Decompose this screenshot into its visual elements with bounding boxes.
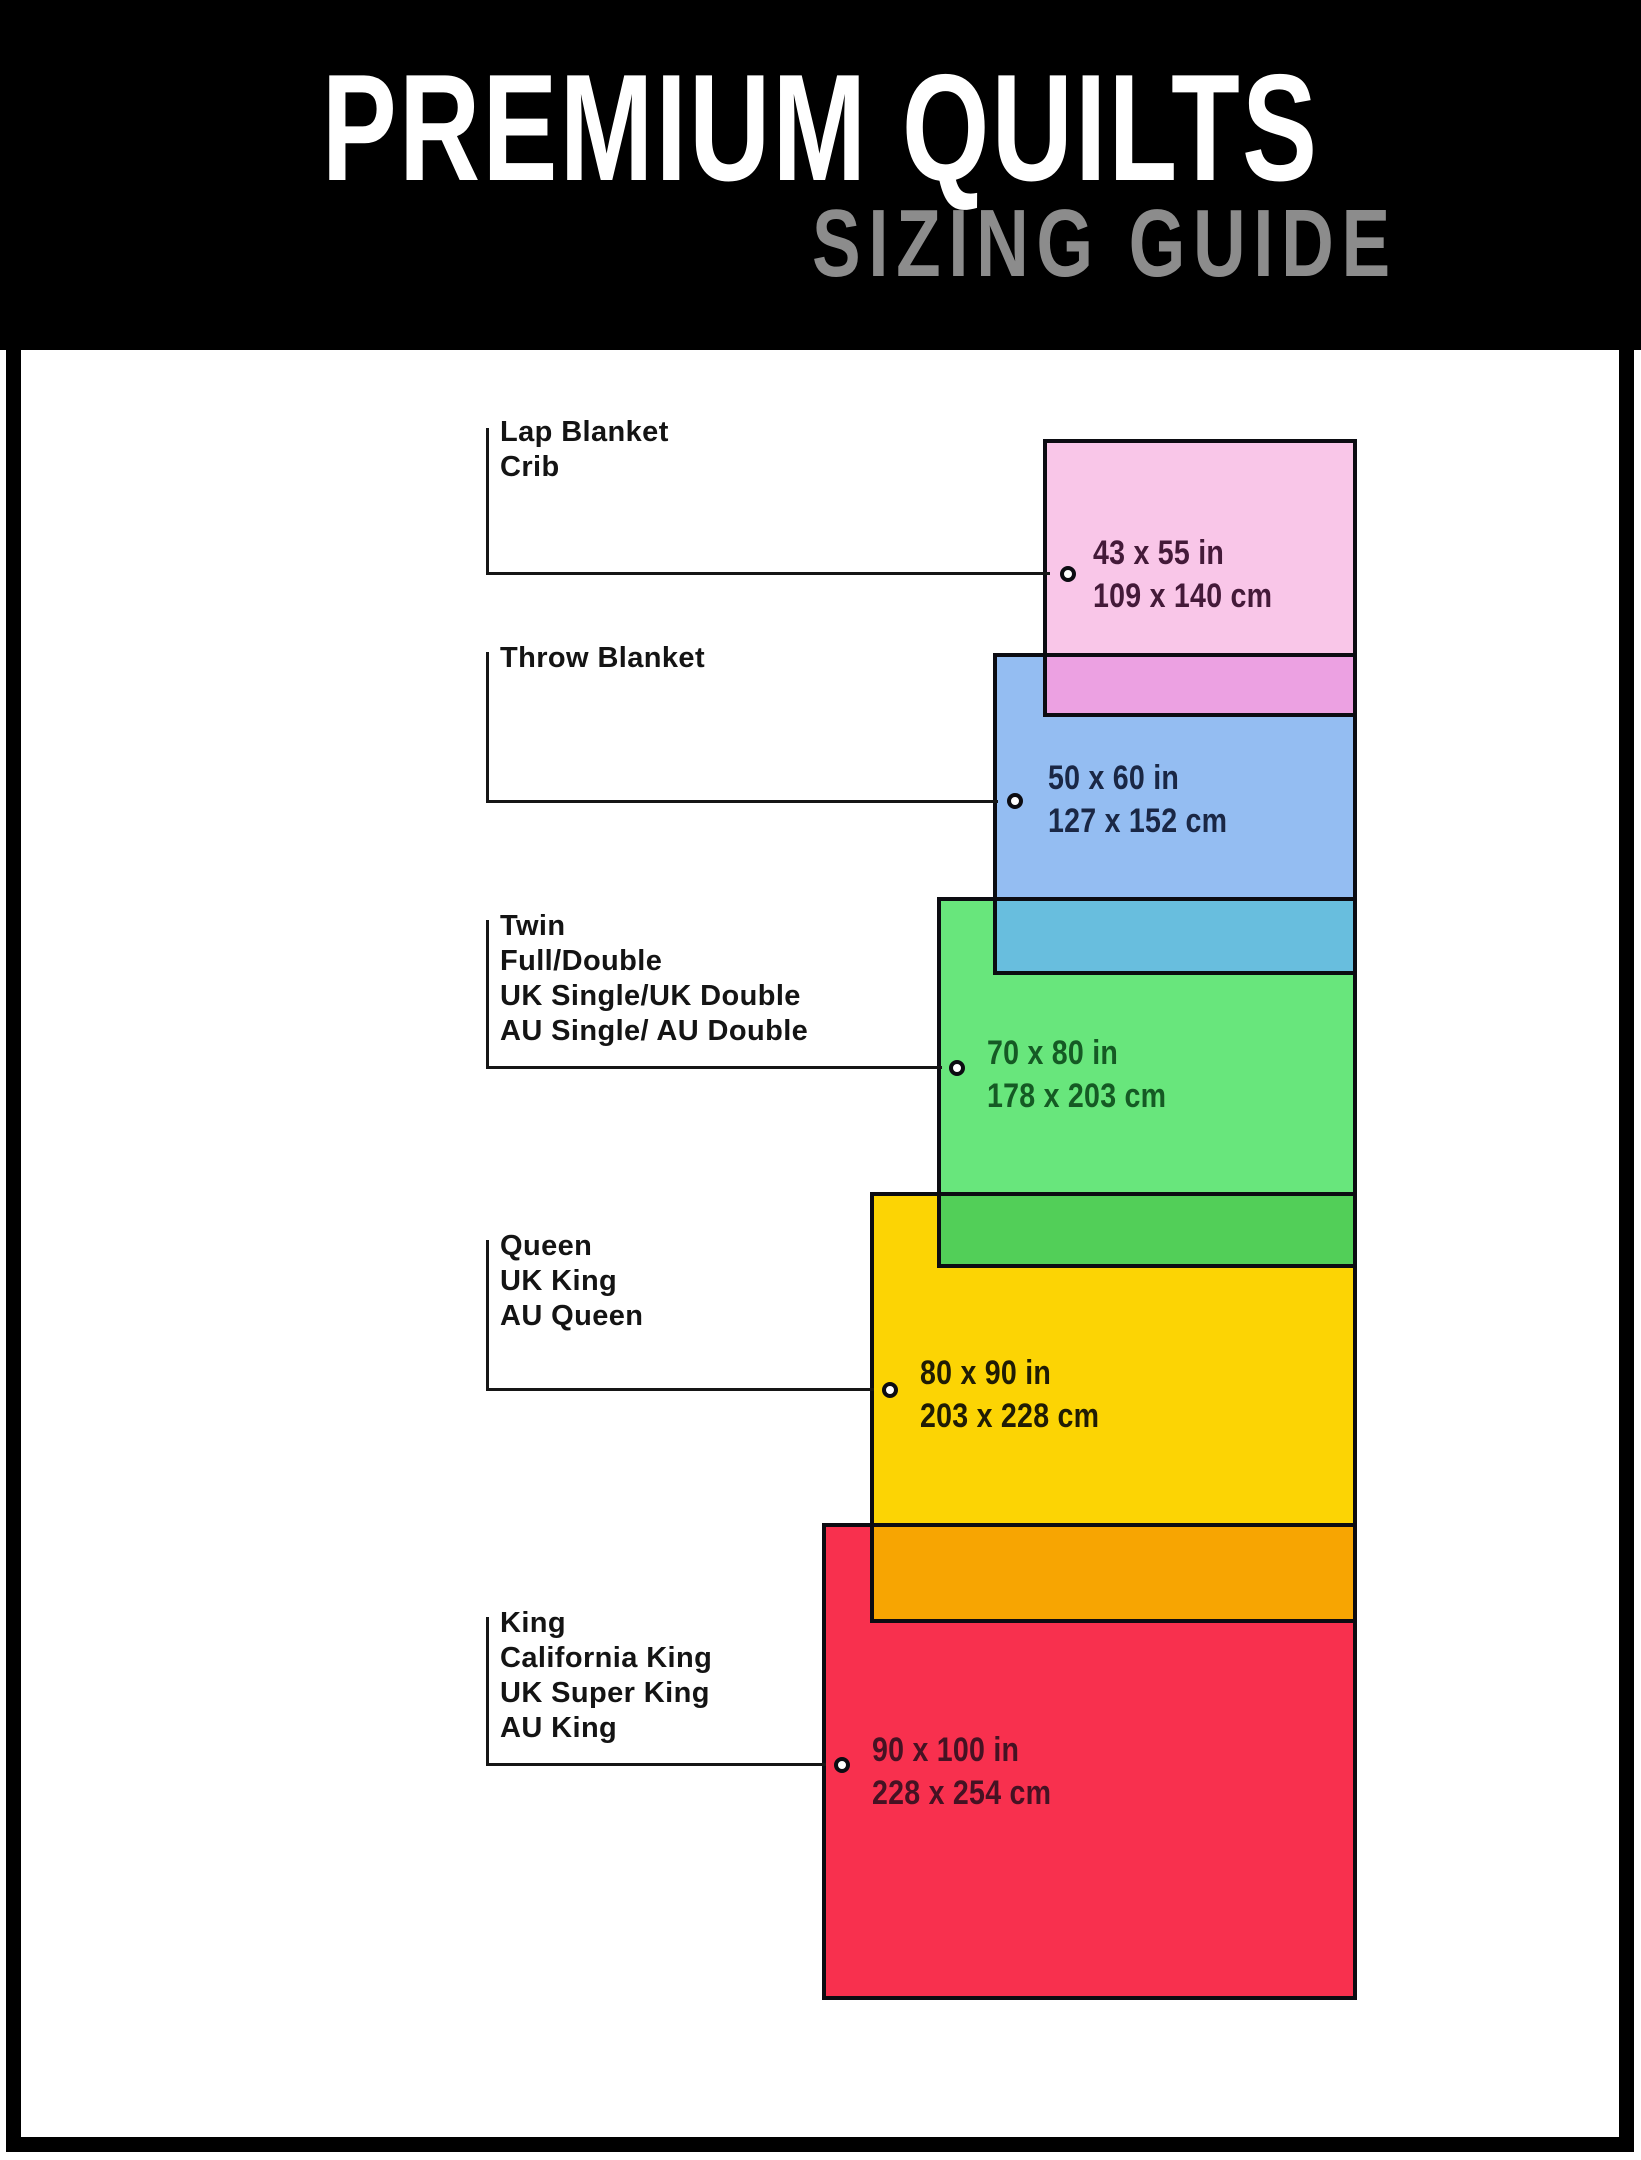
- twin-label-line: AU Single/ AU Double: [500, 1015, 809, 1047]
- queen-label-line: UK King: [500, 1265, 618, 1297]
- twin-size-cm: 178 x 203 cm: [987, 1077, 1167, 1115]
- throw-size-cm: 127 x 152 cm: [1048, 802, 1228, 840]
- throw-leader-vline: [486, 652, 489, 803]
- queen-size-cm: 203 x 228 cm: [920, 1397, 1100, 1435]
- king-label: [500, 1606, 712, 1746]
- queen-label-line: AU Queen: [500, 1300, 644, 1332]
- king-size-text: [872, 1729, 1051, 1815]
- queen-leader-vline: [486, 1240, 489, 1391]
- header-band: [0, 0, 1641, 350]
- queen-size-text: [920, 1352, 1099, 1438]
- lap-leader-dot: [1060, 566, 1076, 582]
- twin-leader-hline: [486, 1066, 942, 1069]
- twin-leader-vline: [486, 920, 489, 1069]
- page-title: PREMIUM QUILTS: [321, 43, 1320, 213]
- lap-leader-hline: [486, 572, 1050, 575]
- lap-leader-vline: [486, 428, 489, 575]
- lap-label: [500, 415, 669, 485]
- queen-leader-hline: [486, 1388, 874, 1391]
- queen-leader-dot: [882, 1382, 898, 1398]
- king-label-line: California King: [500, 1642, 713, 1674]
- queen-size-in: 80 x 90 in: [920, 1354, 1052, 1392]
- lap-size-in: 43 x 55 in: [1093, 534, 1225, 572]
- throw-leader-hline: [486, 800, 998, 803]
- twin-label-line: UK Single/UK Double: [500, 980, 801, 1012]
- lap-label-line: Crib: [500, 451, 560, 483]
- queen-label: [500, 1229, 643, 1334]
- lap-label-line: Lap Blanket: [500, 416, 669, 448]
- twin-label: [500, 909, 808, 1049]
- throw-label: [500, 641, 705, 676]
- throw-label-line: Throw Blanket: [500, 642, 705, 674]
- lap-size-text: [1093, 532, 1272, 618]
- king-leader-vline: [486, 1617, 489, 1766]
- twin-size-in: 70 x 80 in: [987, 1034, 1119, 1072]
- twin-label-line: Twin: [500, 910, 566, 942]
- king-size-cm: 228 x 254 cm: [872, 1774, 1052, 1812]
- twin-label-line: Full/Double: [500, 945, 663, 977]
- lap-size-cm: 109 x 140 cm: [1093, 577, 1273, 615]
- king-label-line: King: [500, 1607, 567, 1639]
- throw-size-in: 50 x 60 in: [1048, 759, 1180, 797]
- king-size-in: 90 x 100 in: [872, 1731, 1020, 1769]
- content-frame: [6, 349, 1634, 2152]
- king-label-line: UK Super King: [500, 1677, 710, 1709]
- king-leader-hline: [486, 1763, 826, 1766]
- twin-size-text: [987, 1032, 1166, 1118]
- king-leader-dot: [834, 1757, 850, 1773]
- queen-label-line: Queen: [500, 1230, 593, 1262]
- twin-leader-dot: [949, 1060, 965, 1076]
- page-subtitle: SIZING GUIDE: [812, 190, 1398, 297]
- king-label-line: AU King: [500, 1712, 618, 1744]
- throw-leader-dot: [1007, 793, 1023, 809]
- throw-size-text: [1048, 757, 1227, 843]
